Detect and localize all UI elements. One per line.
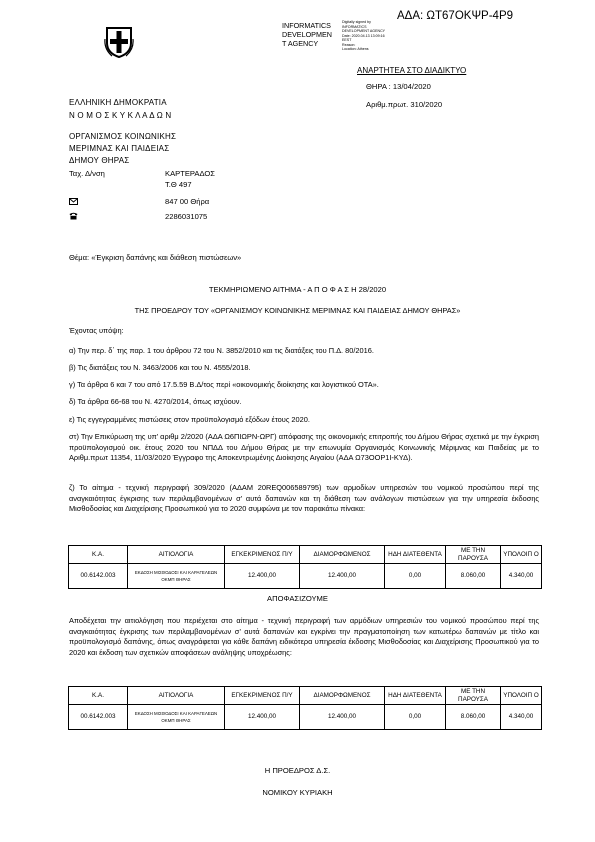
table-header-cell: ΥΠΟΛΟΙΠ Ο bbox=[501, 687, 542, 705]
table-cell: ΕΚΔΟΣΗ ΜΙΣΘΟΔΟΣΙ ΚΑΙ ΚΑΡΑΓΕΛΕΩΝ ΟΚΜΠ ΘΗΡΑΣ bbox=[128, 705, 225, 730]
phone-icon bbox=[69, 212, 78, 220]
table-cell: 12.400,00 bbox=[225, 564, 300, 589]
envelope-icon bbox=[69, 198, 78, 205]
expense-table-1 bbox=[68, 545, 542, 589]
table-cell: 00.6142.003 bbox=[69, 705, 128, 730]
table-row bbox=[69, 564, 542, 589]
table-cell: 4.340,00 bbox=[501, 705, 542, 730]
postcode: 847 00 Θήρα bbox=[165, 197, 210, 206]
republic-title: ΕΛΛΗΝΙΚΗ ΔΗΜΟΚΡΑΤΙΑ bbox=[69, 98, 167, 107]
table-header-cell: ΗΔΗ ΔΙΑΤΕΘΕΝΤΑ bbox=[385, 546, 446, 564]
table-cell: 12.400,00 bbox=[300, 564, 385, 589]
greek-emblem-icon bbox=[104, 25, 134, 59]
digital-signature-stamp: INFORMATICS DEVELOPMEN T AGENCY bbox=[282, 21, 332, 48]
table-cell: 4.340,00 bbox=[501, 564, 542, 589]
decision-heading: ΑΠΟΦΑΣΙΖΟΥΜΕ bbox=[267, 594, 328, 603]
table-header-cell: ΥΠΟΛΟΙΠ Ο bbox=[501, 546, 542, 564]
consideration-d: δ) Τα άρθρα 66-68 του Ν. 4270/2014, όπως ισχύουν. bbox=[69, 397, 242, 406]
signatory-name: ΝΟΜΙΚΟΥ ΚΥΡΙΑΚΗ bbox=[262, 788, 333, 797]
table-header-row bbox=[69, 687, 542, 705]
table-cell: 12.400,00 bbox=[300, 705, 385, 730]
table-header-row bbox=[69, 546, 542, 564]
table-header-cell: ΕΓΚΕΚΡΙΜΕΝΟΣ Π/Υ bbox=[225, 546, 300, 564]
approval-paragraph: Αποδέχεται την αιτιολόγηση που περιέχεται στο αίτημα - τεχνική περιγραφή των αρμόδιων υπηρεσιών του νομικού προσώπου περί της αναγκαιότητας έγκρισης των περιλαμβανομένων σ’ αυτά δαπανών και εγκρίνει την πραγματοποίηση των κατωτέρω δαπανών με τίτλο και προϋπολογισμό δαπάνης, όπως αναγράφεται για κάθε δαπάνη ειδικότερα υπηρεσία έκδοσης Μισθοδοσίας και Διαχείρισης Προσωπικού για το 2020 και έκδοση των σχετικών αποφάσεων ανάληψης υποχρέωσης: bbox=[69, 616, 539, 657]
decision-title: ΤΕΚΜΗΡΙΩΜΕΝΟ ΑΙΤΗΜΑ - Α Π Ο Φ Α Σ Η 28/2020 bbox=[208, 285, 387, 294]
prefecture-title: Ν Ο Μ Ο Σ Κ Υ Κ Λ Α Δ Ω Ν bbox=[69, 111, 172, 120]
table-row bbox=[69, 705, 542, 730]
subject-line: Θέμα: «Έγκριση δαπάνης και διάθεση πιστώσεων» bbox=[69, 253, 242, 262]
expense-table-2 bbox=[68, 686, 542, 730]
table-header-cell: ΜΕ ΤΗΝ ΠΑΡΟΥΣΑ bbox=[446, 546, 501, 564]
table-header-cell: Κ.Α. bbox=[69, 687, 128, 705]
consideration-c: γ) Τα άρθρα 6 και 7 του από 17.5.59 Β.Δ/τος περί «οικονομικής διοίκησης και λογιστικού ΟΤΑ». bbox=[69, 380, 379, 389]
table-cell: ΕΚΔΟΣΗ ΜΙΣΘΟΔΟΣΙ ΚΑΙ ΚΑΡΑΓΕΛΕΩΝ ΟΚΜΠ ΘΗΡΑΣ bbox=[128, 564, 225, 589]
consideration-z: ζ) Το αίτημα - τεχνική περιγραφή 309/2020 (ΑΔΑΜ 20REQ006589795) των αρμοδίων υπηρεσιών του νομικού προσώπου περί της αναγκαιότητας έγκρισης των περιλαμβανομένων σ’ αυτά δαπανών και τη διάθεση των ανάλογων πιστώσεων για την υπηρεσία έκδοσης Μισθοδοσίας και Διαχείρισης Προσωπικού για το 2020 συμφώνα με τον παρακάτω πίνακα: bbox=[69, 483, 539, 513]
table-header-cell: ΜΕ ΤΗΝ ΠΑΡΟΥΣΑ bbox=[446, 687, 501, 705]
address-label: Ταχ. Δ/νση bbox=[69, 169, 105, 178]
digital-signature-details: Digitally signed by INFORMATICS DEVELOPMENT AGENCY Date: 2020.04.13 13:09:16 EEST Reason: Location: Athens bbox=[342, 20, 386, 51]
table-header-cell: ΔΙΑΜΟΡΦΩΜΕΝΟΣ bbox=[300, 546, 385, 564]
table-header-cell: ΑΙΤΙΟΛΟΓΙΑ bbox=[128, 546, 225, 564]
table-header-cell: ΑΙΤΙΟΛΟΓΙΑ bbox=[128, 687, 225, 705]
decision-subtitle: ΤΗΣ ΠΡΟΕΔΡΟΥ ΤΟΥ «ΟΡΓΑΝΙΣΜΟΥ ΚΟΙΝΩΝΙΚΗΣ ΜΕΡΙΜΝΑΣ ΚΑΙ ΠΑΙΔΕΙΑΣ ΔΗΜΟΥ ΘΗΡΑΣ» bbox=[134, 306, 461, 315]
org-name-line3: ΔΗΜΟΥ ΘΗΡΑΣ bbox=[69, 156, 130, 165]
consideration-st: στ) Την Επικύρωση της υπ’ αριθμ 2/2020 (ΑΔΑ Ω6ΠΙΩΡΝ-ΩΡΓ) απόφασης της οικονομικής επιτροπής του Δήμου Θήρας σχετικά με την έγκριση προϋπολογισμού οικ. έτους 2020 του ΝΠΔΔ του Δήμου Θήρας με την επωνυμία Οργανισμός Κοινωνικής Μέριμνας και Παιδείας με το Αριθμ.πρωτ 11354, 11/03/2020 Έγγραφο της Αποκεντρωμένης Διοίκησης Αιγαίου (ΑΔΑ Ω73ΟΟΡ1Ι-ΚΥΔ). bbox=[69, 432, 539, 462]
table-header-cell: Κ.Α. bbox=[69, 546, 128, 564]
address-line1: ΚΑΡΤΕΡΑΔΟΣ bbox=[165, 169, 215, 178]
considerations-intro: Έχοντας υπόψη: bbox=[69, 326, 124, 335]
table-cell: 00.6142.003 bbox=[69, 564, 128, 589]
org-name-line1: ΟΡΓΑΝΙΣΜΟΣ ΚΟΙΝΩΝΙΚΗΣ bbox=[69, 132, 177, 141]
org-name-line2: ΜΕΡΙΜΝΑΣ ΚΑΙ ΠΑΙΔΕΙΑΣ bbox=[69, 144, 170, 153]
place-date: ΘΗΡΑ : 13/04/2020 bbox=[366, 82, 431, 91]
table-cell: 12.400,00 bbox=[225, 705, 300, 730]
phone-number: 2286031075 bbox=[165, 212, 208, 221]
table-cell: 0,00 bbox=[385, 705, 446, 730]
table-header-cell: ΗΔΗ ΔΙΑΤΕΘΕΝΤΑ bbox=[385, 687, 446, 705]
address-line2: Τ.Θ 497 bbox=[165, 180, 192, 189]
table-cell: 8.060,00 bbox=[446, 564, 501, 589]
ada-code: ΑΔΑ: ΩΤ67ΟΚΨΡ-4Ρ9 bbox=[397, 10, 514, 22]
consideration-b: β) Τις διατάξεις του Ν. 3463/2006 και του Ν. 4555/2018. bbox=[69, 363, 251, 372]
signatory-role: Η ΠΡΟΕΔΡΟΣ Δ.Σ. bbox=[264, 766, 331, 775]
table-header-cell: ΕΓΚΕΚΡΙΜΕΝΟΣ Π/Υ bbox=[225, 687, 300, 705]
table-header-cell: ΔΙΑΜΟΡΦΩΜΕΝΟΣ bbox=[300, 687, 385, 705]
consideration-e: ε) Τις εγγεγραμμένες πιστώσεις στον προϋπολογισμό εξόδων έτους 2020. bbox=[69, 415, 310, 424]
protocol-number: Αριθμ.πρωτ. 310/2020 bbox=[366, 100, 443, 109]
posting-label: ΑΝΑΡΤΗΤΕΑ ΣΤΟ ΔΙΑΔΙΚΤΥΟ bbox=[357, 66, 467, 75]
consideration-a: α) Την περ. δ΄ της παρ. 1 του άρθρου 72 του Ν. 3852/2010 και τις διατάξεις του Π.Δ. 80/2016. bbox=[69, 346, 374, 355]
table-cell: 8.060,00 bbox=[446, 705, 501, 730]
table-cell: 0,00 bbox=[385, 564, 446, 589]
